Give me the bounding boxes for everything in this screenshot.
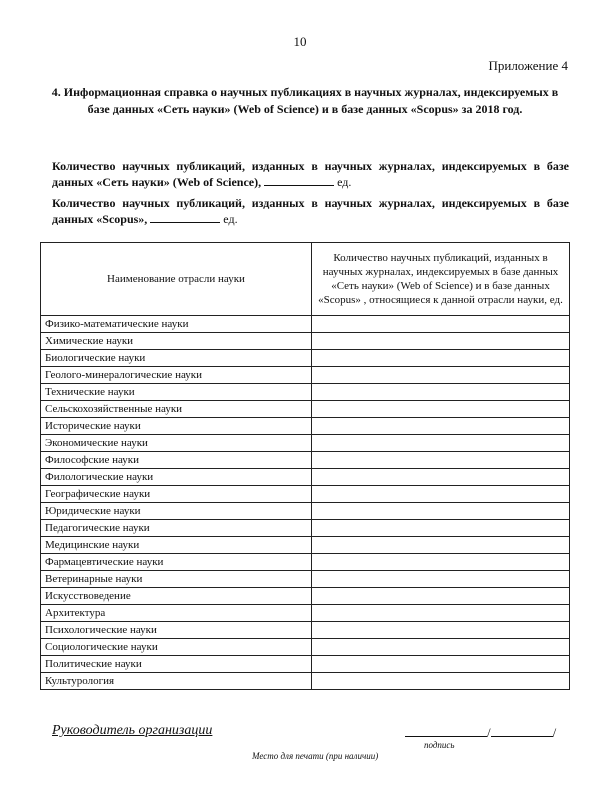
scopus-count-text: Количество научных публикаций, изданных в научных журналах, индексируемых в базе данных «Scopus», — [52, 196, 569, 226]
publications-table — [40, 242, 570, 690]
field-name-cell: Архитектура — [41, 605, 312, 622]
table-row — [41, 486, 570, 503]
field-name-cell: Психологические науки — [41, 622, 312, 639]
table-row — [41, 656, 570, 673]
publication-count-cell[interactable] — [312, 537, 570, 554]
field-name-cell: Филологические науки — [41, 469, 312, 486]
signature-caption: подпись — [424, 740, 455, 750]
field-name-cell: Философские науки — [41, 452, 312, 469]
table-row — [41, 639, 570, 656]
publication-count-cell[interactable] — [312, 435, 570, 452]
signature-line[interactable]: / / — [405, 724, 556, 741]
table-row — [41, 333, 570, 350]
header-field-name: Наименование отрасли науки — [41, 243, 312, 316]
name-blank[interactable] — [491, 724, 553, 737]
wos-count-paragraph — [52, 158, 569, 190]
table-header-row — [41, 243, 570, 316]
publication-count-cell[interactable] — [312, 469, 570, 486]
table-row — [41, 503, 570, 520]
table-row — [41, 571, 570, 588]
signature-blank[interactable] — [405, 724, 487, 737]
publication-count-cell[interactable] — [312, 418, 570, 435]
table-row — [41, 588, 570, 605]
field-name-cell: Геолого-минералогические науки — [41, 367, 312, 384]
table-row — [41, 435, 570, 452]
scopus-count-blank[interactable] — [150, 212, 220, 223]
publication-count-cell[interactable] — [312, 486, 570, 503]
page-number: 10 — [293, 34, 307, 49]
field-name-cell: Юридические науки — [41, 503, 312, 520]
publication-count-cell[interactable] — [312, 588, 570, 605]
field-name-cell: Биологические науки — [41, 350, 312, 367]
publication-count-cell[interactable] — [312, 571, 570, 588]
table-row — [41, 367, 570, 384]
scopus-count-paragraph — [52, 195, 569, 227]
publication-count-cell[interactable] — [312, 639, 570, 656]
table-row — [41, 554, 570, 571]
field-name-cell: Экономические науки — [41, 435, 312, 452]
table-row — [41, 401, 570, 418]
publication-count-cell[interactable] — [312, 367, 570, 384]
table-row — [41, 622, 570, 639]
table-row — [41, 350, 570, 367]
publication-count-cell[interactable] — [312, 452, 570, 469]
appendix-label: Приложение 4 — [488, 58, 568, 73]
field-name-cell: Политические науки — [41, 656, 312, 673]
table-row — [41, 418, 570, 435]
publication-count-cell[interactable] — [312, 350, 570, 367]
publication-count-cell[interactable] — [312, 554, 570, 571]
field-name-cell: Физико-математические науки — [41, 316, 312, 333]
field-name-cell: Фармацевтические науки — [41, 554, 312, 571]
publication-count-cell[interactable] — [312, 673, 570, 690]
publication-count-cell[interactable] — [312, 503, 570, 520]
table-row — [41, 673, 570, 690]
stamp-caption: Место для печати (при наличии) — [252, 751, 379, 761]
field-name-cell: Педагогические науки — [41, 520, 312, 537]
publication-count-cell[interactable] — [312, 316, 570, 333]
scopus-count-unit: ед. — [223, 212, 238, 226]
table-row — [41, 605, 570, 622]
publication-count-cell[interactable] — [312, 520, 570, 537]
table-row — [41, 316, 570, 333]
publication-count-cell[interactable] — [312, 401, 570, 418]
field-name-cell: Исторические науки — [41, 418, 312, 435]
table-row — [41, 520, 570, 537]
organization-head-label: Руководитель организации — [52, 723, 213, 738]
table-row — [41, 384, 570, 401]
field-name-cell: Ветеринарные науки — [41, 571, 312, 588]
section-heading: 4. Информационная справка о научных публикациях в научных журналах, индексируемых в базе данных «Сеть науки» (Web of Science) и в базе данных «Scopus» за 2018 год. — [51, 85, 559, 116]
table-row — [41, 537, 570, 554]
table-body — [41, 316, 570, 690]
field-name-cell: Географические науки — [41, 486, 312, 503]
table-row — [41, 469, 570, 486]
field-name-cell: Социологические науки — [41, 639, 312, 656]
publication-count-cell[interactable] — [312, 656, 570, 673]
publication-count-cell[interactable] — [312, 622, 570, 639]
wos-count-text: Количество научных публикаций, изданных в научных журналах, индексируемых в базе данных «Сеть науки» (Web of Science), — [52, 159, 569, 189]
field-name-cell: Сельскохозяйственные науки — [41, 401, 312, 418]
table-row — [41, 452, 570, 469]
publication-count-cell[interactable] — [312, 605, 570, 622]
field-name-cell: Медицинские науки — [41, 537, 312, 554]
field-name-cell: Культурология — [41, 673, 312, 690]
wos-count-unit: ед. — [337, 175, 352, 189]
publication-count-cell[interactable] — [312, 333, 570, 350]
header-publication-count: Количество научных публикаций, изданных в научных журналах, индексируемых в базе данных «Сеть науки» (Web of Science) и в базе данных «Scopus» , относящиеся к данной отрасли науки, ед. — [312, 243, 570, 316]
field-name-cell: Химические науки — [41, 333, 312, 350]
field-name-cell: Искусствоведение — [41, 588, 312, 605]
wos-count-blank[interactable] — [264, 175, 334, 186]
field-name-cell: Технические науки — [41, 384, 312, 401]
publication-count-cell[interactable] — [312, 384, 570, 401]
